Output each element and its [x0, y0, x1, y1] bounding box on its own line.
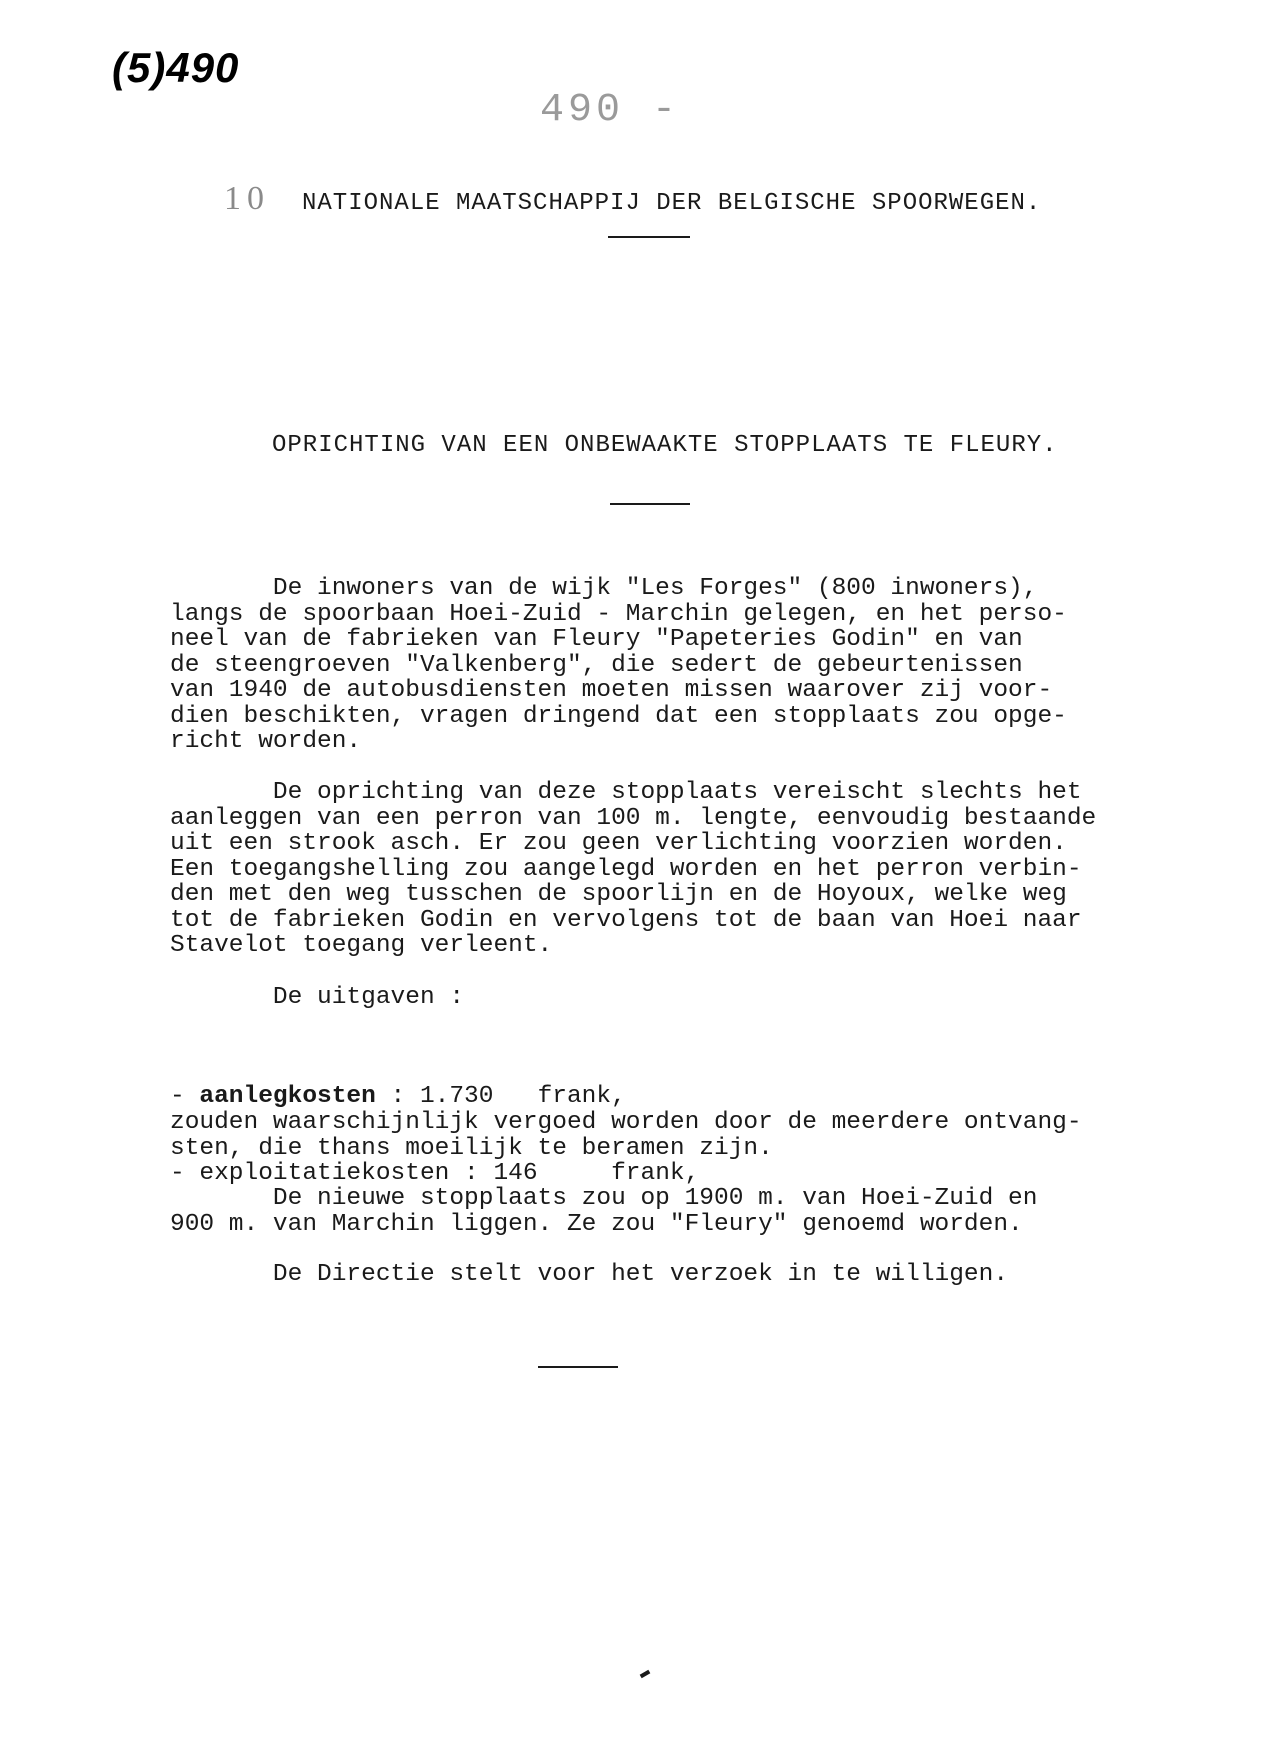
cost-label: aanlegkosten: [199, 1083, 376, 1110]
organization-name: NATIONALE MAATSCHAPPIJ DER BELGISCHE SPOORWEGEN.: [302, 190, 1042, 217]
cost-prefix: -: [170, 1083, 200, 1110]
cost-row-construction: [170, 1084, 1150, 1110]
document-title: OPRICHTING VAN EEN ONBEWAAKTE STOPPLAATS TE FLEURY.: [272, 432, 1058, 459]
paragraph-construction: De oprichting van deze stopplaats vereischt slechts het aanleggen van een perron van 100 m. lengte, eenvoudig bestaande uit een strook asch. Er zou geen verlichting voorzien worden. Een toegangshelling zou aangelegd worden en het perron verbin- den met den weg tusschen de spoorlijn en de Hoyoux, welke weg tot de fabrieken Godin en vervolgens tot de baan van Hoei naar Stavelot toegang verleent.: [170, 779, 1097, 959]
paragraph-request: De inwoners van de wijk "Les Forges" (800 inwoners), langs de spoorbaan Hoei-Zuid - Marchin gelegen, en het perso- neel van de fabrieken van Fleury "Papeteries Godin" en van de steengroeven "Valkenberg", die sedert de gebeurtenissen van 1940 de autobusdiensten moeten missen waarover zij voor- dien beschikten, vragen dringend dat een stopplaats zou opge- richt worden.: [170, 575, 1067, 755]
paragraph-conclusion: De Directie stelt voor het verzoek in te willigen.: [170, 1261, 1009, 1288]
header-divider: [608, 236, 690, 238]
title-divider: [610, 503, 690, 505]
cost-separator: :: [449, 1159, 494, 1187]
sheet-number: 10: [224, 180, 270, 217]
cost-amount: 146: [493, 1159, 538, 1187]
paragraph-expenses-intro: De uitgaven :: [170, 984, 465, 1011]
ink-mark: [640, 1670, 651, 1678]
cost-label: exploitatiekosten: [199, 1159, 450, 1187]
cost-unit: frank,: [493, 1083, 626, 1110]
page-number-stamp: 490 -: [540, 88, 681, 133]
paragraph-revenue: zouden waarschijnlijk vergoed worden door de meerdere ontvang- sten, die thans moeilijk te beramen zijn.: [170, 1109, 1082, 1162]
cost-prefix: -: [170, 1159, 200, 1187]
cost-row-operation: [170, 1161, 1150, 1187]
paragraph-location: De nieuwe stopplaats zou op 1900 m. van Hoei-Zuid en 900 m. van Marchin liggen. Ze zou "Fleury" genoemd worden.: [170, 1185, 1038, 1238]
cost-unit: frank,: [537, 1159, 700, 1187]
cost-amount: 1.730: [419, 1083, 494, 1110]
closing-divider: [538, 1366, 618, 1368]
archive-reference: (5)490: [112, 44, 240, 91]
cost-separator: :: [375, 1083, 420, 1110]
